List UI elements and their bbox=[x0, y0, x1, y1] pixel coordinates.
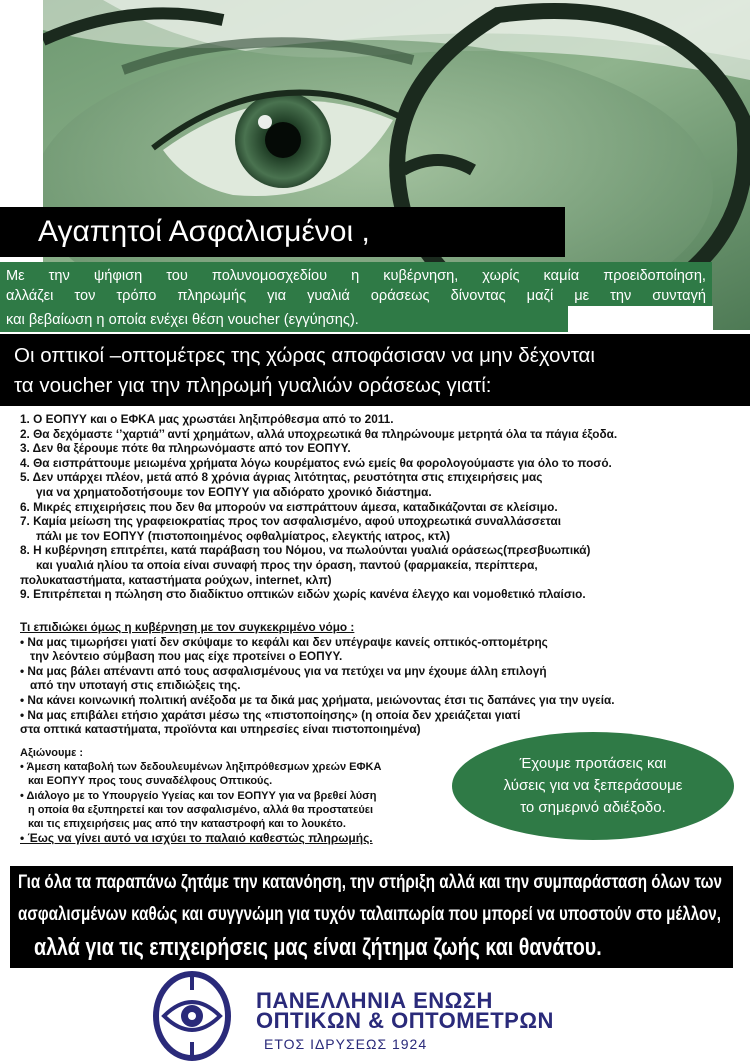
organization-name-line-1: ΠΑΝΕΛΛΗΝΙΑ ΕΝΩΣΗ bbox=[256, 988, 493, 1013]
demand-last: • Έως να γίνει αυτό να ισχύει το παλαιό καθεστώς πληρωμής. bbox=[20, 831, 373, 846]
greeting-band bbox=[0, 207, 565, 257]
reason-item: 1. Ο ΕΟΠΥΥ και ο ΕΦΚΑ μας χρωστάει ληξιπρόθεσμα από το 2011. bbox=[20, 412, 394, 426]
aims-item: από την υποταγή στις επιδιώξεις της. bbox=[30, 678, 241, 693]
aims-heading: Τι επιδιώκει όμως η κυβέρνηση με τον συγκεκριμένο νόμο : bbox=[20, 620, 355, 634]
reason-item: 2. Θα δεχόμαστε ‘’χαρτιά’’ αντί χρημάτων, αλλά υποχρεωτικά θα πληρώνουμε μετρητά όλα τα πάγια έξοδα. bbox=[20, 426, 618, 441]
headline-line-1: Οι οπτικοί –οπτομέτρες της χώρας αποφάσισαν να μην δέχονται bbox=[14, 344, 595, 367]
aims-item: στα οπτικά καταστήματα, προϊόντα και υπηρεσίες είναι πιστοποιημένα) bbox=[20, 722, 421, 737]
reason-item: πολυκαταστήματα, καταστήματα ρούχων, internet, κλπ) bbox=[20, 572, 332, 587]
intro-line-2: αλλάζει τον τρόπο πληρωμής για γυαλιά οράσεως δίνοντας μαζί με την συνταγή bbox=[6, 288, 706, 304]
reason-item: 7. Καμία μείωση της γραφειοκρατίας προς τον ασφαλισμένο, αφού υποχρεωτικά συναλλάσσεται bbox=[20, 514, 561, 529]
reason-item: 9. Επιτρέπεται η πώληση στο διαδίκτυο οπτικών ειδών χωρίς κανένα έλεγχο και νομοθετικό πλαίσιο. bbox=[20, 587, 586, 602]
aims-item: • Να κάνει κοινωνική πολιτική ανέξοδα με τα δικά μας χρήματα, μειώνοντας έτσι τις δαπάνες για την υγεία. bbox=[20, 692, 615, 707]
demands-heading: Αξιώνουμε : bbox=[20, 747, 84, 759]
reasons-list bbox=[20, 412, 745, 602]
demand-item: και τις επιχειρήσεις μας από την καταστροφή και το λουκέτο. bbox=[28, 818, 346, 831]
intro-line-1: Με την ψήφιση του πολυνομοσχεδίου η κυβέρνηση, χωρίς καμία προειδοποίηση, bbox=[6, 268, 706, 284]
organization-name-line-2: ΟΠΤΙΚΩΝ & ΟΠΤΟΜΕΤΡΩΝ bbox=[256, 1008, 554, 1033]
proposal-line-1: Έχουμε προτάσεις και bbox=[519, 755, 667, 772]
organization-logo bbox=[146, 968, 626, 1061]
closing-line-1: Για όλα τα παραπάνω ζητάμε την κατανόηση, την στήριξη αλλά και την συμπαράσταση όλων των bbox=[18, 872, 722, 893]
aims-item: • Να μας τιμωρήσει γιατί δεν σκύψαμε το κεφάλι και δεν υπέγραψε κανείς οπτικός-οπτομέτρης bbox=[20, 634, 548, 649]
reason-item: 4. Θα εισπράττουμε μειωμένα χρήματα λόγω κουρέματος ενώ εμείς θα φορολογούμαστε για όλο το ποσό. bbox=[20, 455, 612, 470]
demand-item: • Διάλογο με το Υπουργείο Υγείας και τον ΕΟΠΥΥ για να βρεθεί λύση bbox=[20, 789, 377, 802]
reason-item: 6. Μικρές επιχειρήσεις που δεν θα μπορούν να εισπράττουν άμεσα, καταδικάζονται σε κλείσιμο. bbox=[20, 499, 558, 514]
proposal-line-3: το σημερινό αδιέξοδο. bbox=[520, 799, 666, 816]
reason-item: για να χρηματοδοτήσουμε τον ΕΟΠΥΥ για αδιόρατο χρονικό διάστημα. bbox=[36, 484, 432, 499]
reason-item: 8. Η κυβέρνηση επιτρέπει, κατά παράβαση του Νόμου, να πωλούνται γυαλιά οράσεως(πρεσβυωπικά) bbox=[20, 543, 591, 558]
reason-item: πάλι με τον ΕΟΠΥΥ (πιστοποιημένος οφθαλμίατρος, ελεγκτής ιατρος, κτλ) bbox=[36, 528, 451, 543]
greeting-text: Αγαπητοί Ασφαλισμένοι , bbox=[38, 215, 370, 248]
demand-item: • Άμεση καταβολή των δεδουλευμένων ληξιπρόθεσμων χρεών ΕΦΚΑ bbox=[20, 761, 382, 774]
organization-founded: ΕΤΟΣ ΙΔΡΥΣΕΩΣ 1924 bbox=[264, 1036, 428, 1052]
reason-item: 5. Δεν υπάρχει πλέον, μετά από 8 χρόνια άγριας λιτότητας, ρευστότητα στις επιχειρήσεις μας bbox=[20, 470, 543, 485]
closing-band bbox=[10, 866, 733, 968]
closing-line-2: ασφαλισμένων καθώς και συγγνώμη για τυχόν ταλαιπωρία που μπορεί να υποστούν στο μέλλον, bbox=[18, 904, 721, 925]
proposal-ellipse bbox=[452, 732, 734, 840]
demand-item: και ΕΟΠΥΥ προς τους συναδέλφους Οπτικούς. bbox=[28, 775, 273, 788]
eye-emblem-icon bbox=[146, 968, 242, 1061]
reason-item: 3. Δεν θα ξέρουμε πότε θα πληρωνόμαστε από τον ΕΟΠΥΥ. bbox=[20, 441, 351, 456]
intro-corner bbox=[568, 306, 713, 332]
headline-line-2: τα voucher για την πληρωμή γυαλιών οράσεως γιατί: bbox=[14, 374, 492, 397]
proposal-line-2: λύσεις για να ξεπεράσουμε bbox=[503, 777, 683, 794]
aims-item: • Να μας επιβάλει ετήσιο χαράτσι μέσω της «πιστοποίησης» (η οποία δεν χρειάζεται γιατί bbox=[20, 707, 521, 722]
demand-item: η οποία θα εξυπηρετεί και τον ασφαλισμένο, αλλά θα προστατεύει bbox=[28, 803, 374, 816]
intro-line-3: και βεβαίωση η οποία ενέχει θέση voucher (εγγύησης). bbox=[6, 312, 359, 328]
headline-band bbox=[0, 334, 750, 406]
closing-line-3: αλλά για τις επιχειρήσεις μας είναι ζήτημα ζωής και θανάτου. bbox=[34, 934, 602, 961]
demands-list bbox=[20, 746, 460, 845]
aims-item: την λεόντειο σύμβαση που μας είχε προτείνει ο ΕΟΠΥΥ. bbox=[30, 649, 343, 664]
reason-item: και γυαλιά ηλίου τα οποία είναι συναφή προς την όραση, παντού (φαρμακεία, περίπτερα, bbox=[36, 557, 538, 572]
aims-item: • Να μας βάλει απέναντι από τους ασφαλισμένους για να πετύχει να μην έχουμε άλλη επιλογή bbox=[20, 663, 547, 678]
intro-block bbox=[0, 262, 712, 312]
government-aims bbox=[20, 620, 745, 737]
